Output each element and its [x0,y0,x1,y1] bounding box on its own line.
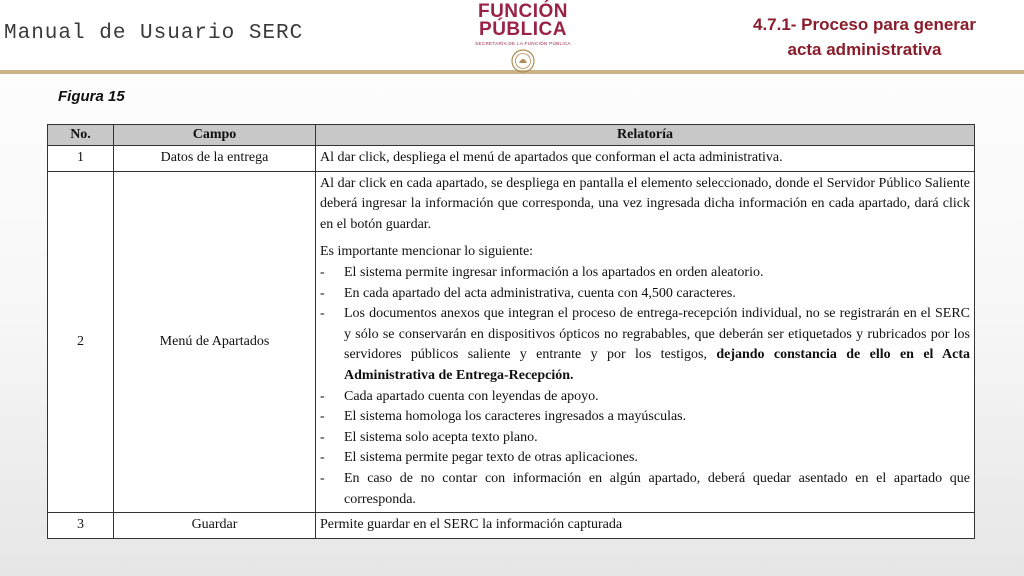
list-item: - El sistema permite pegar texto de otras aplicaciones. [320,448,970,469]
national-seal-icon [511,49,535,73]
section-title-line-1: 4.7.1- Proceso para generar [752,15,976,34]
logo-subtitle: SECRETARÍA DE LA FUNCIÓN PÚBLICA [475,41,571,46]
notes-list [320,263,970,510]
row-number: 1 [48,146,114,172]
row-description: Al dar click, despliega el menú de apartados que conforman el acta administrativa. [316,146,975,172]
row-field: Datos de la entrega [114,146,316,172]
header-relatoria: Relatoría [316,125,975,146]
row-description [316,171,975,513]
logo-line-2: PÚBLICA [479,19,567,40]
logo-line-1: FUNCIÓN [477,1,569,22]
header-campo: Campo [114,125,316,146]
description-intro: Es importante mencionar lo siguiente: [320,244,534,260]
funcion-publica-logo [462,3,584,67]
table-row [48,171,975,513]
list-item: - El sistema solo acepta texto plano. [320,428,970,449]
description-paragraph: Al dar click en cada apartado, se despliega en pantalla el elemento seleccionado, donde el Servidor Público Saliente deberá ingresar la información que corresponda, una vez ingresada dicha información en cada apartado, dará click en el botón guardar. [320,175,970,232]
list-item [320,304,970,386]
row-number: 2 [48,171,114,513]
list-item: - El sistema homologa los caracteres ingresados a mayúsculas. [320,407,970,428]
list-item-text: Los documentos anexos que integran el proceso de entrega-recepción individual, no se registrarán en el SERC y sólo se conservarán en dispositivos ópticos no regrabables, que deberán ser etiquetados y rubricados por los servidores públicos saliente y entrante y por los testigos, [344,306,970,363]
header-no: No. [48,125,114,146]
row-field: Menú de Apartados [114,171,316,513]
section-title-line-2: acta administrativa [787,40,942,59]
row-field: Guardar [114,513,316,539]
section-title [753,12,976,62]
list-item-bold-text: dejando constancia de ello en el Acta Administrativa de Entrega-Recepción. [344,347,970,383]
table-row [48,146,975,172]
list-item: - En cada apartado del acta administrativa, cuenta con 4,500 caracteres. [320,284,970,305]
table-row [48,513,975,539]
table-header-row [48,125,975,146]
row-number: 3 [48,513,114,539]
list-item: - Cada apartado cuenta con leyendas de apoyo. [320,387,970,408]
figure-label: Figura 15 [58,88,125,105]
manual-title: Manual de Usuario SERC [4,22,304,45]
fields-table [47,124,975,539]
list-item: - En caso de no contar con información en algún apartado, deberá quedar asentado en el apartado que corresponda. [320,469,970,510]
row-description: Permite guardar en el SERC la información capturada [316,513,975,539]
list-item: - El sistema permite ingresar información a los apartados en orden aleatorio. [320,263,970,284]
